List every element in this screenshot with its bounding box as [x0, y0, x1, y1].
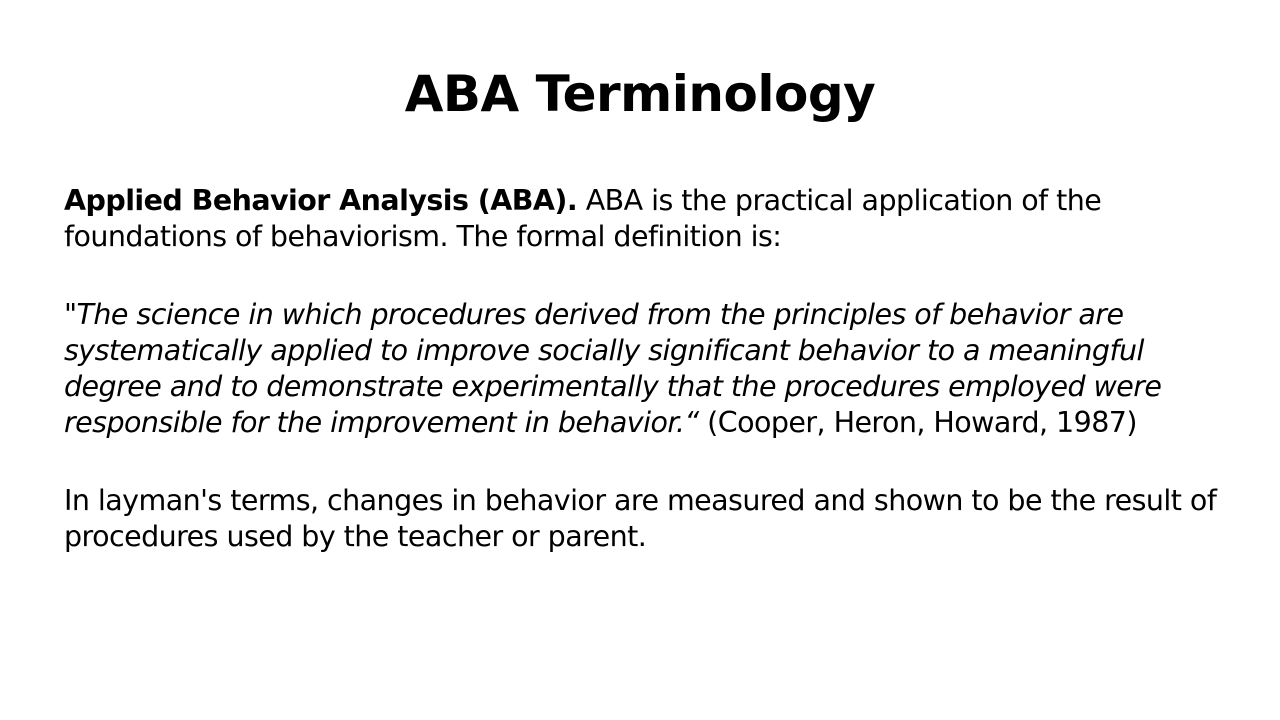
slide-title: ABA Terminology: [404, 65, 876, 123]
layman-explanation-paragraph: [64, 483, 1234, 555]
defined-term: Applied Behavior Analysis (ABA).: [64, 184, 578, 217]
definition-intro-text: ABA is the practical application of the foundations of behaviorism. The formal definition is:: [64, 184, 1102, 253]
layman-explanation-text: In layman's terms, changes in behavior are measured and shown to be the result of procedures used by the teacher or parent.: [64, 484, 1217, 553]
formal-definition-quote: "The science in which procedures derived from the principles of behavior are systematically applied to improve socially significant behavior to a meaningful degree and to demonstrate experimentally that the procedures employed were responsible for the improvement in behavior.“: [64, 298, 1162, 439]
slide-body: [64, 183, 1234, 597]
definition-paragraph: [64, 183, 1234, 255]
formal-definition-paragraph: [64, 297, 1234, 441]
citation: (Cooper, Heron, Howard, 1987): [698, 406, 1137, 439]
